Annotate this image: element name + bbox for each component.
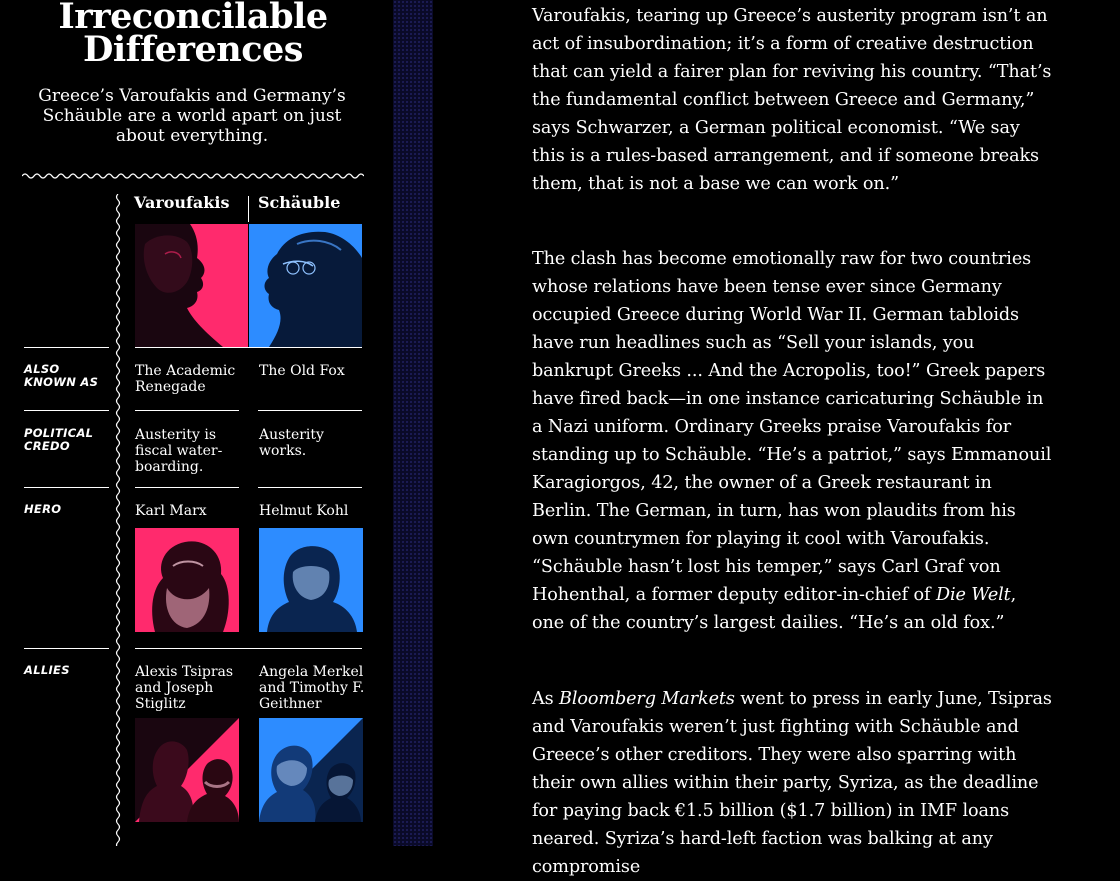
row-rule <box>24 347 109 348</box>
allies-varoufakis: Alexis Tsipras and Joseph Stiglitz <box>135 664 234 712</box>
row-rule <box>258 410 362 411</box>
label-also-known-as <box>24 363 98 389</box>
row-rule <box>24 487 109 488</box>
varoufakis-portrait <box>135 224 248 347</box>
paragraph-text: went to press in early June, Tsipras and Varoufakis weren’t just fighting with Schäuble and Greece’s other creditors. They were also sparring with their own allies within their party, Syriza, as the deadline for paying back €1.5 billion ($1.7 billion) in IMF loans neared. Syriza’s hard-left faction was balking at any compromise <box>532 689 1052 877</box>
column-head-divider <box>248 196 249 222</box>
paragraph-text: , one of the country’s largest dailies. “He’s an old fox.” <box>532 585 1017 633</box>
sidebar-title-line2: Differences <box>83 29 303 70</box>
comparison-sidebar <box>0 0 392 846</box>
hero-varoufakis: Karl Marx <box>135 503 207 519</box>
hero-schauble: Helmut Kohl <box>259 503 349 519</box>
merkel-geithner-image <box>259 718 363 822</box>
publication-name: Die Welt <box>935 585 1011 605</box>
tsipras-stiglitz-image <box>135 718 239 822</box>
sidebar-title <box>0 0 386 70</box>
publication-name: Bloomberg Markets <box>559 689 735 709</box>
label-hero: HERO <box>24 502 62 516</box>
row-rule <box>135 487 239 488</box>
aka-varoufakis: The Academic Renegade <box>135 363 236 395</box>
vertical-wavy-divider <box>114 194 122 846</box>
sidebar-title-line1: Irreconcilable <box>58 0 328 37</box>
article-paragraph-3 <box>532 685 1052 881</box>
article-paragraph-2 <box>532 245 1052 637</box>
row-rule <box>135 648 362 649</box>
row-rule <box>135 410 239 411</box>
credo-schauble: Austerity works. <box>259 427 324 459</box>
label-line: KNOWN AS <box>24 375 99 389</box>
row-rule <box>135 347 362 348</box>
column-head-varoufakis: Varoufakis <box>134 193 230 212</box>
column-head-schauble: Schäuble <box>258 193 341 212</box>
paragraph-text: As <box>532 689 560 709</box>
row-rule <box>24 648 109 649</box>
helmut-kohl-image <box>259 528 363 632</box>
karl-marx-image <box>135 528 239 632</box>
decorative-pattern-column <box>393 0 433 846</box>
row-rule <box>24 410 109 411</box>
article-paragraph-1: Varoufakis, tearing up Greece’s austerity program isn’t an act of insubordination; it’s a form of creative destruction that can yield a fairer plan for reviving his country. “That’s the fundamental conflict between Greece and Germany,” says Schwarzer, a German political economist. “We say this is a rules-based arrangement, and if someone breaks them, that is not a base we can work on.” <box>532 6 1052 194</box>
label-political-credo <box>24 427 93 453</box>
schauble-portrait <box>249 224 362 347</box>
label-allies: ALLIES <box>24 663 70 677</box>
aka-schauble: The Old Fox <box>259 363 345 379</box>
credo-varoufakis: Austerity is fiscal water-boarding. <box>135 427 223 475</box>
paragraph-text: The clash has become emotionally raw for two countries whose relations have been tense ever since Germany occupied Greece during World War II. German tabloids have run headlines such as “Sell your islands, you bankrupt Greeks ... And the Acropolis, too!” Greek papers have fired back—in one instance caricaturing Schäuble in a Nazi uniform. Ordinary Greeks praise Varoufakis for standing up to Schäuble. “He’s a patriot,” says Emmanouil Karagiorgos, 42, the owner of a Greek restaurant in Berlin. The German, in turn, has won plaudits from his own countrymen for playing it cool with Varoufakis. “Schäuble hasn’t lost his temper,” says Carl Graf von Hohenthal, a former deputy editor-in-chief of <box>532 249 1052 605</box>
wavy-divider <box>22 170 364 182</box>
row-rule <box>258 487 362 488</box>
label-line: CREDO <box>24 439 70 453</box>
allies-schauble: Angela Merkel and Timothy F. Geithner <box>259 664 365 712</box>
sidebar-subtitle: Greece’s Varoufakis and Germany’s Schäuble are a world apart on just about everything. <box>38 86 346 146</box>
label-line: ALSO <box>24 362 60 376</box>
label-line: POLITICAL <box>24 426 94 440</box>
